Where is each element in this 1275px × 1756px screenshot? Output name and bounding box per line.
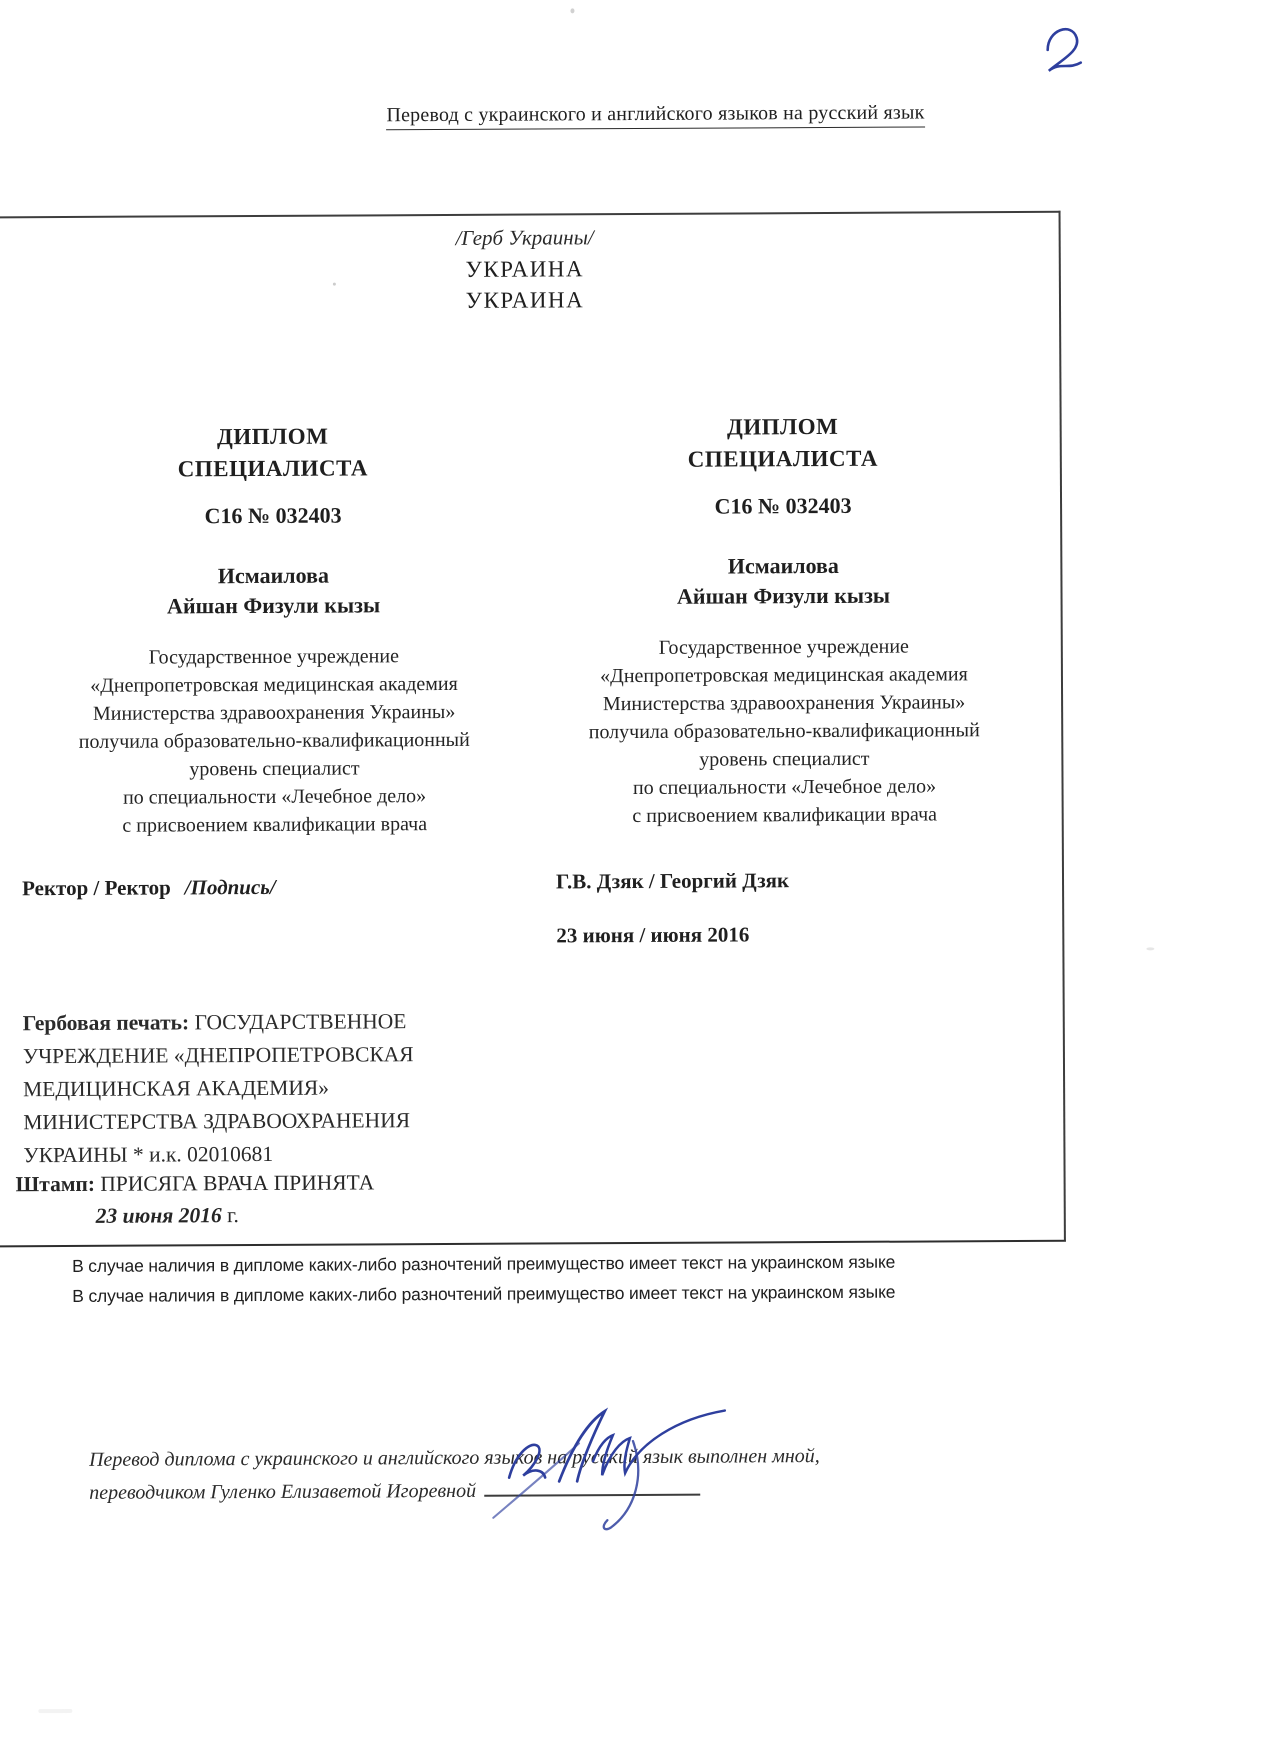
seal-line: МИНИСТЕРСТВА ЗДРАВООХРАНЕНИЯ [23,1108,411,1135]
signature-placeholder-note: /Подпись/ [184,874,276,900]
body-line: Государственное учреждение [148,645,399,669]
diploma-title: ДИПЛОМ СПЕЦИАЛИСТА [687,413,878,472]
serial-number: С16 № 032403 [204,502,342,529]
country-name-line2: УКРАИНА [465,287,585,313]
seal-line: УЧРЕЖДЕНИЕ «ДНЕПРОПЕТРОВСКАЯ [22,1042,414,1069]
translation-header-text: Перевод с украинского и английского языков на русский язык [386,101,924,130]
serial-number: С16 № 032403 [714,492,852,519]
diploma-frame [0,211,1066,1248]
body-line: уровень специалист [699,747,870,771]
scan-speck [570,8,574,13]
seal-line: МЕДИЦИНСКАЯ АКАДЕМИЯ» [23,1075,330,1102]
body-line: с присвоением квалификации врача [122,813,428,837]
country-name-line1: УКРАИНА [465,256,585,282]
stamp-text: ПРИСЯГА ВРАЧА ПРИНЯТА [100,1170,375,1196]
stamp-note [16,1166,375,1232]
handwritten-page-number-icon [1025,10,1101,84]
seal-line: УКРАИНЫ * и.к. 02010681 [23,1141,274,1168]
body-line: получила образовательно-квалификационный [588,719,980,744]
diploma-column-right [526,410,1042,831]
body-line: получила образовательно-квалификационный [78,728,470,753]
body-line: уровень специалист [189,757,360,781]
rector-label: Ректор / Ректор [21,875,171,901]
body-line: Министерства здравоохранения Украины» [602,691,966,716]
body-line: «Днепропетровская медицинская академия [90,672,458,697]
disclaimer-line-2: В случае наличия в дипломе каких-либо разночтений преимущество имеет текст на украинском языке [72,1281,896,1306]
translation-header [0,100,1271,133]
scan-speck [1146,947,1154,950]
diploma-column-left [16,420,532,841]
scan-speck [38,1709,72,1713]
emblem-block [0,220,1059,319]
holder-name: Исмаилова Айшан Физули кызы [166,562,381,619]
body-line: Государственное учреждение [658,635,909,659]
diploma-body-text [17,642,532,841]
disclaimer-block [72,1247,1032,1311]
seal-line: ГОСУДАРСТВЕННОЕ [194,1009,407,1035]
diploma-body-text [527,632,1042,831]
stamp-date: 23 июня 2016 [95,1203,222,1228]
stamp-label: Штамп: [15,1171,96,1197]
holder-name: Исмаилова Айшан Физули кызы [676,552,891,609]
body-line: «Днепропетровская медицинская академия [600,663,968,688]
diploma-title: ДИПЛОМ СПЕЦИАЛИСТА [177,423,369,482]
seal-note [23,1005,476,1172]
rector-line [22,875,276,901]
emblem-note: /Герб Украины/ [455,225,594,250]
disclaimer-line-1: В случае наличия в дипломе каких-либо разночтений преимущество имеет текст на украинском языке [71,1251,896,1276]
stamp-date-suffix: г. [227,1203,239,1228]
body-line: по специальности «Лечебное дело» [123,785,427,809]
translator-note-line-2: переводчиком Гуленко Елизаветой Игоревной [89,1479,477,1504]
body-line: по специальности «Лечебное дело» [632,775,937,800]
body-line: с присвоением квалификации врача [632,803,938,828]
scan-speck [333,283,336,286]
body-line: Министерства здравоохранения Украины» [92,700,456,725]
translator-note-line-1: Перевод диплома с украинского и английского языков на русский язык выполнен мной, [88,1445,820,1471]
seal-label: Гербовая печать: [22,1010,190,1036]
issue-date: 23 июня / июня 2016 [556,922,750,948]
signatory-name: Г.В. Дзяк / Георгий Дзяк [555,868,790,894]
translator-signature-icon [481,1382,744,1541]
